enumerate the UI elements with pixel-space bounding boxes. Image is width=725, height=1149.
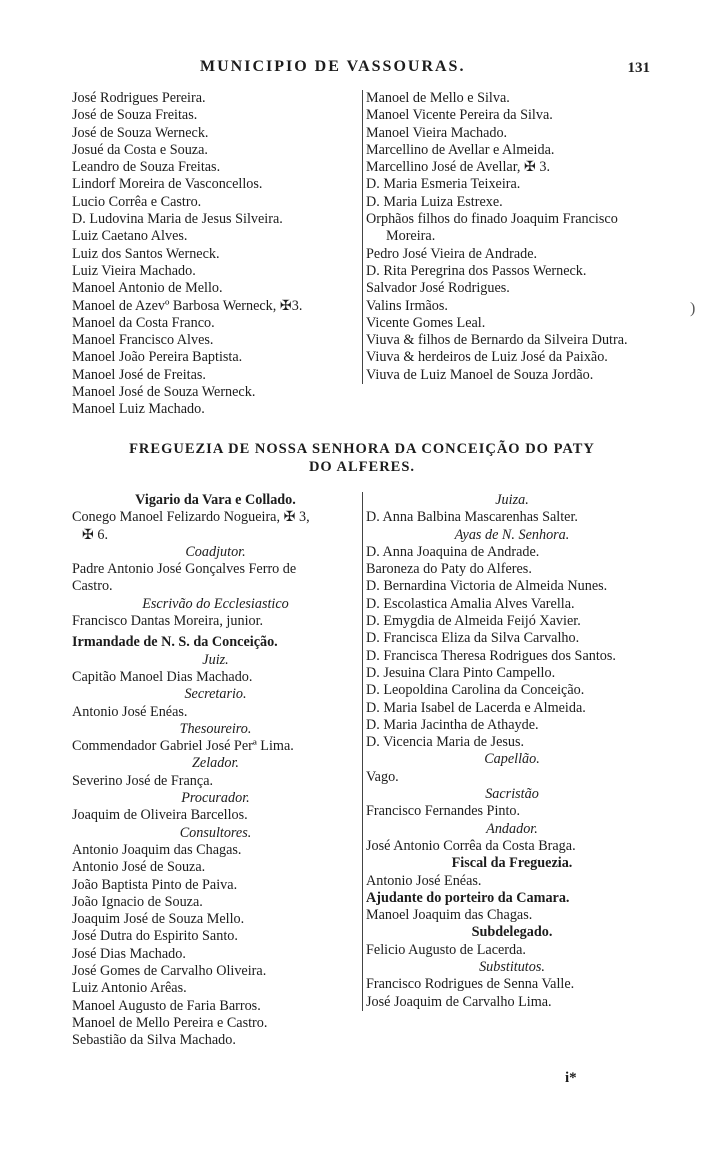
list-item: Manoel Augusto de Faria Barros. bbox=[72, 997, 261, 1014]
coadjutor-name: Padre Antonio José Gonçalves Ferro de bbox=[72, 561, 297, 578]
section-heading-line: DO ALFERES. bbox=[308, 459, 416, 475]
capellao-name: Vago. bbox=[366, 768, 399, 785]
irmandade-heading: Irmandade de N. S. da Conceição. bbox=[72, 634, 278, 651]
list-item: João Ignacio de Souza. bbox=[72, 893, 203, 910]
list-item: Viuva de Luiz Manoel de Souza Jordão. bbox=[366, 366, 594, 383]
vigario-name: Conego Manoel Felizardo Nogueira, ✠ 3, bbox=[72, 509, 310, 526]
list-item: Manoel da Costa Franco. bbox=[72, 314, 215, 331]
list-item: João Baptista Pinto de Paiva. bbox=[72, 876, 238, 893]
list-item: D. Emygdia de Almeida Feijó Xavier. bbox=[366, 613, 581, 630]
list-item: Manoel José de Souza Werneck. bbox=[72, 384, 256, 401]
list-item: Luiz Vieira Machado. bbox=[72, 262, 196, 279]
list-item: Joaquim José de Souza Mello. bbox=[72, 911, 245, 928]
zelador-name: Severino José de França. bbox=[72, 772, 214, 789]
list-item: D. Jesuina Clara Pinto Campello. bbox=[366, 664, 556, 681]
list-item: Lucio Corrêa e Castro. bbox=[72, 193, 202, 210]
list-item: D. Francisca Theresa Rodrigues dos Santos. bbox=[366, 647, 616, 664]
coadjutor-heading: Coadjutor. bbox=[185, 543, 246, 560]
list-item: Josué da Costa e Souza. bbox=[72, 141, 208, 158]
escrivao-heading: Escrivão do Ecclesiastico bbox=[142, 595, 289, 612]
list-item: José Gomes de Carvalho Oliveira. bbox=[72, 963, 267, 980]
ayas-heading: Ayas de N. Senhora. bbox=[454, 526, 570, 543]
list-item: Luiz Caetano Alves. bbox=[72, 228, 188, 245]
list-item: D. Rita Peregrina dos Passos Werneck. bbox=[366, 262, 587, 279]
list-item: D. Francisca Eliza da Silva Carvalho. bbox=[366, 630, 580, 647]
list-item: Salvador José Rodrigues. bbox=[366, 280, 510, 297]
list-item: Marcellino José de Avellar, ✠ 3. bbox=[366, 159, 551, 176]
list-item: Manoel Vicente Pereira da Silva. bbox=[366, 107, 553, 124]
vigario-heading: Vigario da Vara e Collado. bbox=[135, 492, 296, 508]
list-item: Leandro de Souza Freitas. bbox=[72, 159, 221, 176]
page-title: MUNICIPIO DE VASSOURAS. bbox=[200, 58, 466, 75]
list-item: Antonio Joaquim das Chagas. bbox=[72, 841, 242, 858]
ajudante-heading: Ajudante do porteiro da Camara. bbox=[366, 889, 570, 906]
andador-name: José Antonio Corrêa da Costa Braga. bbox=[366, 837, 576, 854]
list-item: Francisco Rodrigues de Senna Valle. bbox=[366, 976, 575, 993]
list-item: Luiz Antonio Arêas. bbox=[72, 980, 187, 997]
subdelegado-name: Felicio Augusto de Lacerda. bbox=[366, 941, 526, 958]
list-item: José de Souza Werneck. bbox=[72, 124, 209, 141]
procurador-heading: Procurador. bbox=[181, 790, 250, 807]
page-header bbox=[72, 58, 650, 84]
list-item: Manoel Vieira Machado. bbox=[366, 124, 508, 141]
list-item: José Joaquim de Carvalho Lima. bbox=[366, 993, 552, 1010]
section-heading bbox=[72, 440, 652, 476]
list-item: Manoel José de Freitas. bbox=[72, 366, 206, 383]
juiz-name: Capitão Manoel Dias Machado. bbox=[72, 668, 253, 685]
secretario-heading: Secretario. bbox=[184, 686, 247, 703]
procurador-name: Joaquim de Oliveira Barcellos. bbox=[72, 807, 248, 824]
ajudante-name: Manoel Joaquim das Chagas. bbox=[366, 907, 533, 924]
signature-mark: i* bbox=[565, 1070, 577, 1086]
consultores-heading: Consultores. bbox=[179, 824, 252, 841]
list-item: Manoel Luiz Machado. bbox=[72, 401, 205, 418]
list-item: Antonio José de Souza. bbox=[72, 859, 206, 876]
upper-left-column bbox=[72, 90, 362, 419]
juiz-heading: Juiz. bbox=[202, 651, 229, 668]
list-item: José de Souza Freitas. bbox=[72, 107, 198, 124]
list-item: Viuva & herdeiros de Luiz José da Paixão. bbox=[366, 349, 608, 366]
list-item: D. Leopoldina Carolina da Conceição. bbox=[366, 682, 585, 699]
list-item: D. Bernardina Victoria de Almeida Nunes. bbox=[366, 578, 608, 595]
list-item: Vicente Gomes Leal. bbox=[366, 314, 486, 331]
list-item: José Rodrigues Pereira. bbox=[72, 90, 206, 106]
fiscal-heading: Fiscal da Freguezia. bbox=[451, 855, 573, 872]
subdelegado-heading: Subdelegado. bbox=[471, 924, 553, 941]
list-item: D. Anna Joaquina de Andrade. bbox=[366, 543, 540, 560]
list-item: Luiz dos Santos Werneck. bbox=[72, 245, 220, 262]
list-item: Pedro José Vieira de Andrade. bbox=[366, 245, 538, 262]
list-item: Valins Irmãos. bbox=[366, 297, 448, 314]
list-item: José Dias Machado. bbox=[72, 945, 186, 962]
list-item: D. Maria Isabel de Lacerda e Almeida. bbox=[366, 699, 586, 716]
list-item: Baroneza do Paty do Alferes. bbox=[366, 561, 532, 578]
juiza-name: D. Anna Balbina Mascarenhas Salter. bbox=[366, 509, 578, 526]
thesoureiro-name: Commendador Gabriel José Perª Lima. bbox=[72, 738, 294, 755]
list-item: Lindorf Moreira de Vasconcellos. bbox=[72, 176, 263, 193]
capellao-heading: Capellão. bbox=[484, 751, 540, 768]
section-heading-line: FREGUEZIA DE NOSSA SENHORA DA CONCEIÇÃO DO PATY bbox=[129, 441, 595, 457]
secretario-name: Antonio José Enéas. bbox=[72, 703, 188, 720]
list-item: Manoel de Azevº Barbosa Werneck, ✠3. bbox=[72, 297, 303, 314]
list-item: D. Maria Jacintha de Athayde. bbox=[366, 716, 539, 733]
list-item: D. Vicencia Maria de Jesus. bbox=[366, 734, 525, 751]
list-item: Manoel Francisco Alves. bbox=[72, 332, 214, 349]
list-item: D. Escolastica Amalia Alves Varella. bbox=[366, 595, 575, 612]
list-item: D. Maria Esmeria Teixeira. bbox=[366, 176, 521, 193]
list-item: Marcellino de Avellar e Almeida. bbox=[366, 141, 555, 158]
lower-left-column bbox=[72, 492, 359, 1050]
escrivao-name: Francisco Dantas Moreira, junior. bbox=[72, 613, 264, 630]
vigario-name-cont: ✠ 6. bbox=[82, 526, 109, 543]
list-item: Manoel de Mello Pereira e Castro. bbox=[72, 1014, 268, 1031]
list-item: D. Ludovina Maria de Jesus Silveira. bbox=[72, 211, 283, 228]
list-item: Orphãos filhos do finado Joaquim Francisco Moreira. bbox=[366, 211, 618, 245]
list-item: Sebastião da Silva Machado. bbox=[72, 1032, 236, 1049]
juiza-heading: Juiza. bbox=[495, 492, 529, 508]
andador-heading: Andador. bbox=[486, 820, 538, 837]
upper-right-column bbox=[362, 90, 658, 384]
thesoureiro-heading: Thesoureiro. bbox=[179, 720, 252, 737]
list-item: Viuva & filhos de Bernardo da Silveira Dutra. bbox=[366, 332, 628, 349]
page-number: 131 bbox=[627, 60, 650, 76]
zelador-heading: Zelador. bbox=[192, 755, 239, 772]
list-item: Manoel Antonio de Mello. bbox=[72, 280, 223, 297]
margin-bracket: ) bbox=[690, 300, 696, 317]
list-item: Manoel de Mello e Silva. bbox=[366, 90, 510, 106]
sacristao-heading: Sacristão bbox=[485, 786, 539, 803]
fiscal-name: Antonio José Enéas. bbox=[366, 872, 482, 889]
lower-right-column bbox=[362, 492, 658, 1011]
coadjutor-name-cont: Castro. bbox=[72, 578, 113, 595]
substitutos-heading: Substitutos. bbox=[479, 959, 545, 976]
sacristao-name: Francisco Fernandes Pinto. bbox=[366, 803, 521, 820]
list-item: José Dutra do Espirito Santo. bbox=[72, 928, 238, 945]
list-item: Manoel João Pereira Baptista. bbox=[72, 349, 243, 366]
list-item: D. Maria Luiza Estrexe. bbox=[366, 193, 503, 210]
